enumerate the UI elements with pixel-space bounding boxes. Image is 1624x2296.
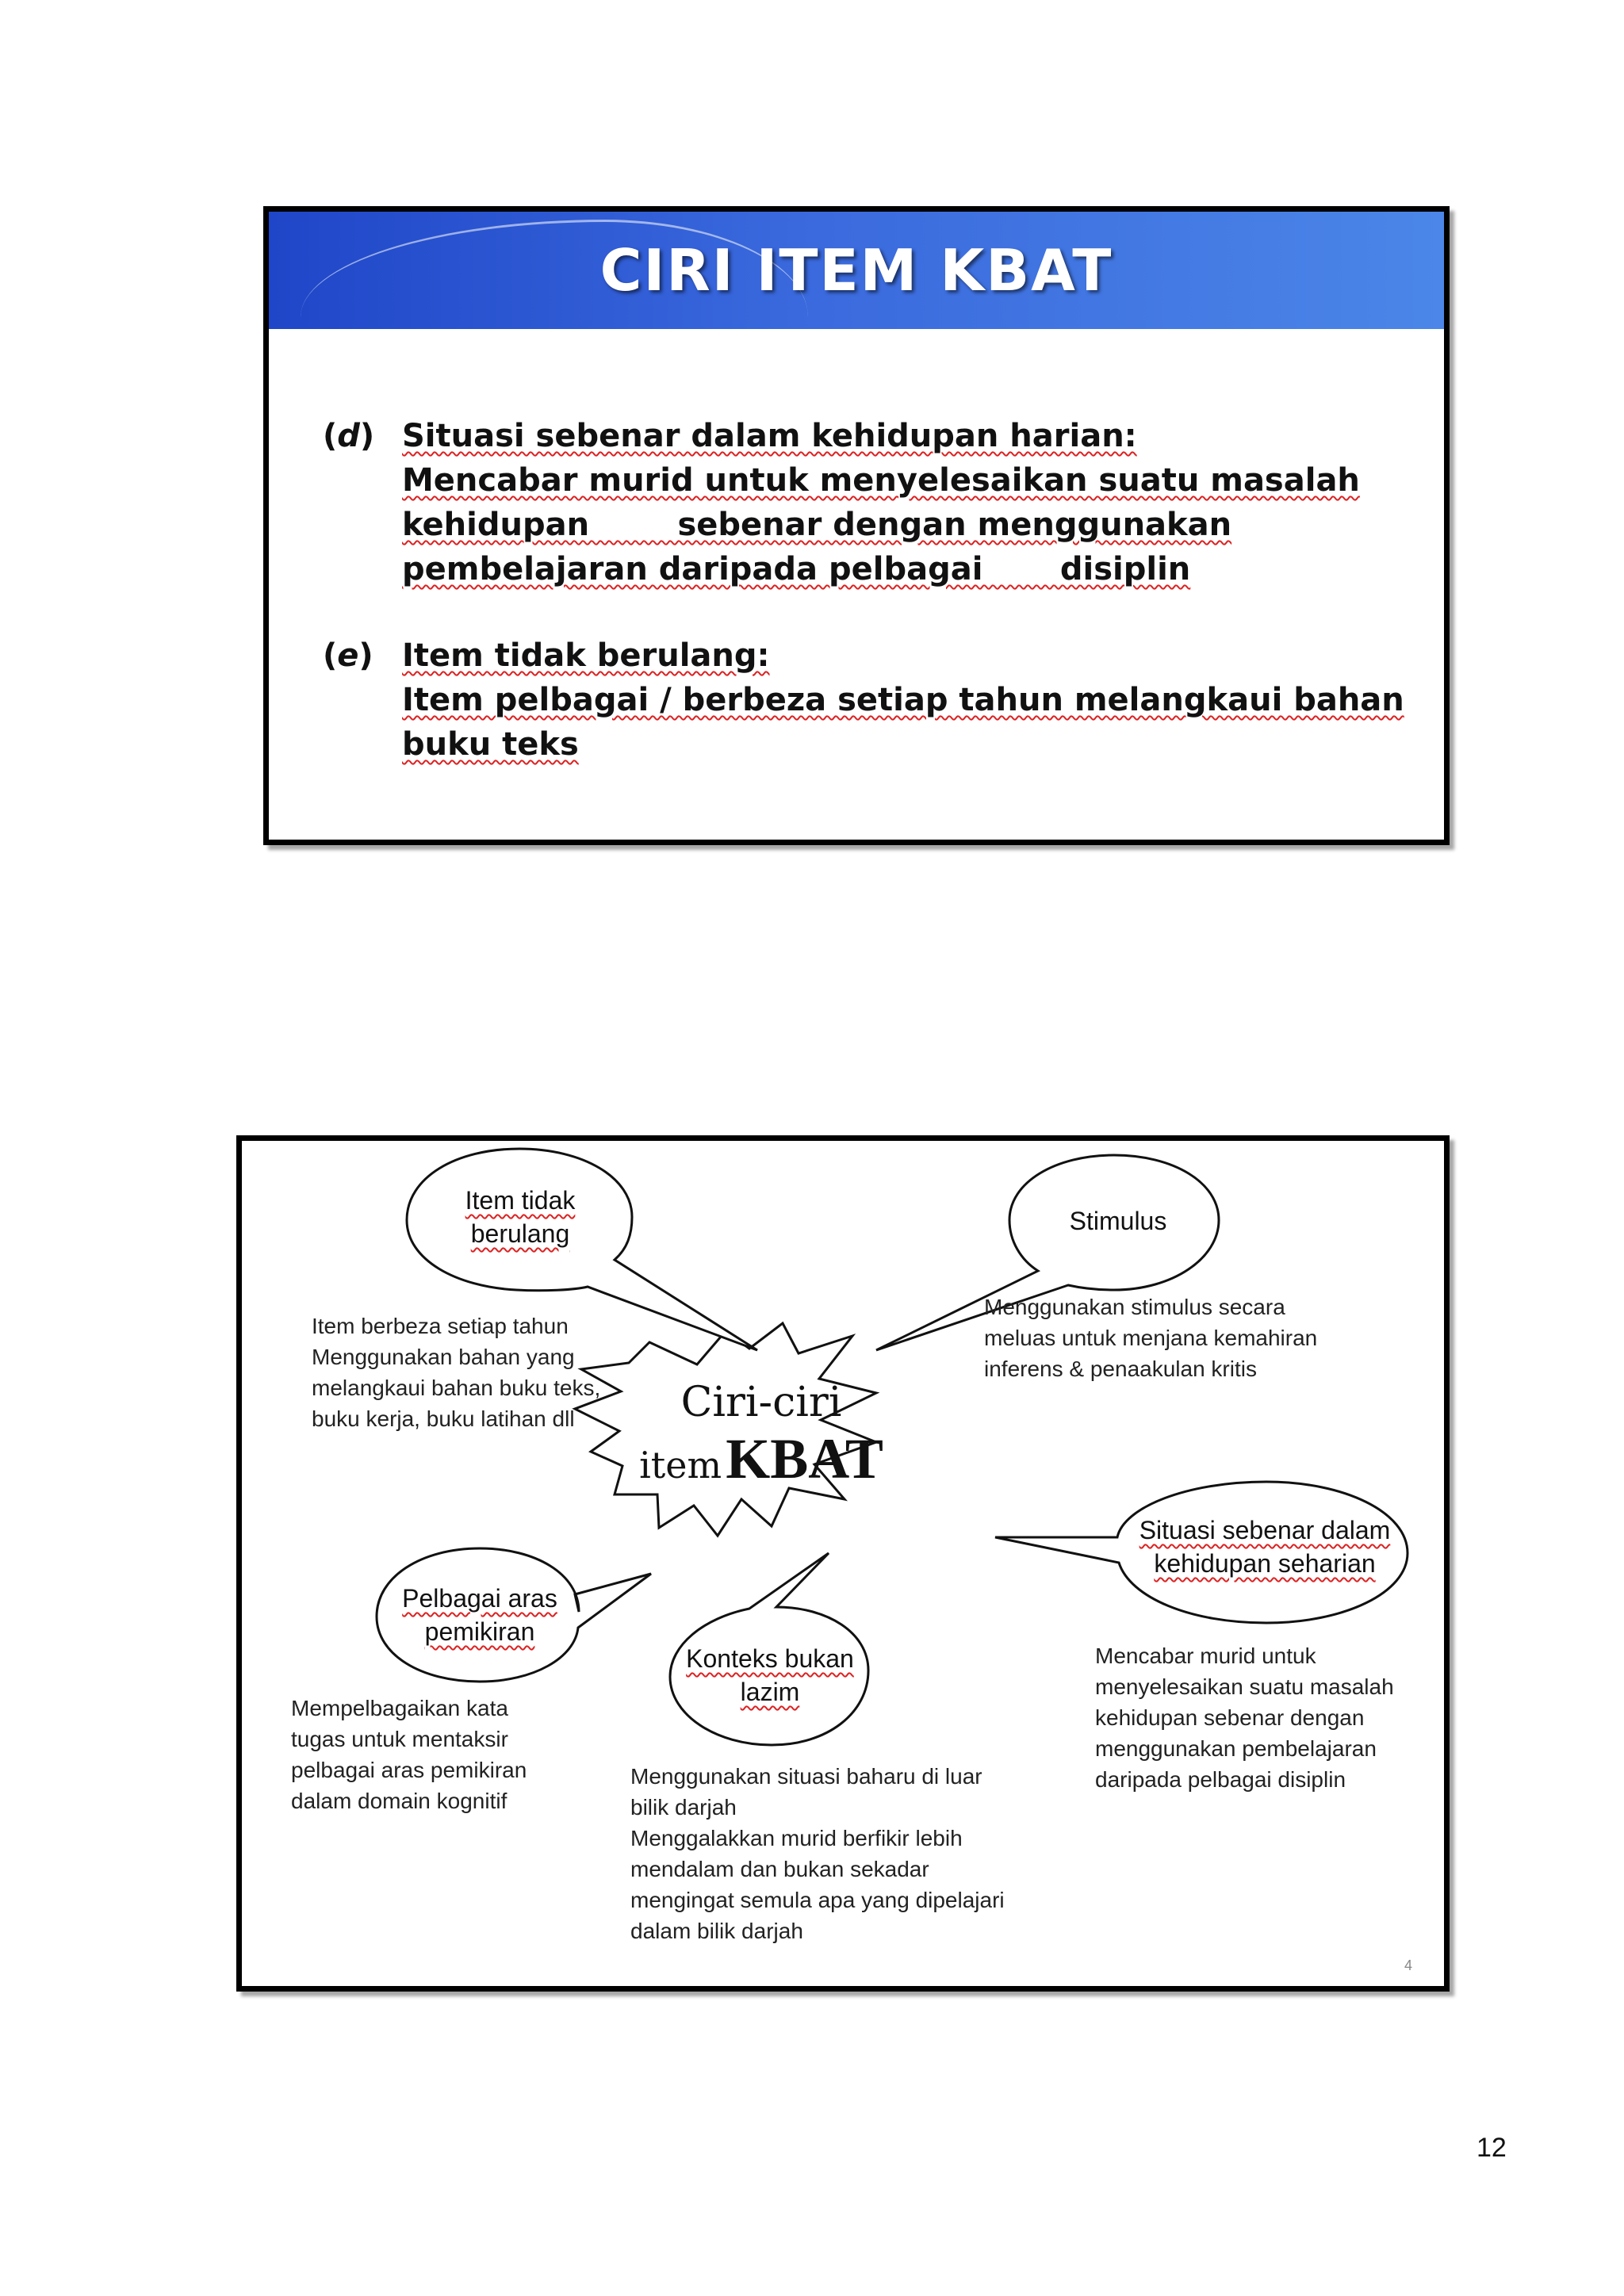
description-situasi-sebenar: Mencabar murid untuk menyelesaikan suatu masalah kehidupan sebenar dengan menggunakan pembelajaran daripada pelbagai disiplin <box>1095 1644 1394 1792</box>
criterion-line: pembelajaran daripada pelbagai disiplin <box>402 551 1191 587</box>
criterion-line: Item pelbagai / berbeza setiap tahun melangkaui bahan <box>402 682 1404 718</box>
slide-title-banner <box>269 212 1444 329</box>
center-title-line2 <box>622 1426 900 1492</box>
slide-ciri-item-kbat <box>263 206 1450 845</box>
criterion-line: Mencabar murid untuk menyelesaikan suatu masalah <box>402 462 1360 499</box>
description-stimulus: Menggunakan stimulus secara meluas untuk menjana kemahiran inferens & penaakulan kritis <box>984 1295 1318 1381</box>
bubble-label-pelbagai-aras: Pelbagai aras pemikiran <box>402 1584 557 1646</box>
criterion-marker: (e) <box>323 637 373 674</box>
center-title-line1: Ciri-ciri <box>680 1379 842 1426</box>
bubble-label-situasi-sebenar: Situasi sebenar dalam kehidupan seharian <box>1139 1516 1391 1578</box>
slide-title: CIRI ITEM KBAT <box>599 237 1113 304</box>
criterion-marker: (d) <box>323 418 375 454</box>
slide-number: 4 <box>1404 1957 1413 1973</box>
criterion-heading: Item tidak berulang: <box>402 637 770 674</box>
description-pelbagai-aras: Mempelbagaikan kata tugas untuk mentaksir pelbagai aras pemikiran dalam domain kognitif <box>291 1696 527 1813</box>
description-konteks-bukan-lazim: Menggunakan situasi baharu di luar bilik darjah Menggalakkan murid berfikir lebih mendalam dan bukan sekadar mengingat semula apa yang dipelajari dalam bilik darjah <box>630 1764 1005 1943</box>
bubble-label-konteks-bukan-lazim: Konteks bukan lazim <box>686 1644 854 1706</box>
bubble-label-item-tidak-berulang: Item tidak berulang <box>465 1186 576 1248</box>
description-item-tidak-berulang: Item berbeza setiap tahun Menggunakan bahan yang melangkaui bahan buku teks, buku kerja, buku latihan dll <box>312 1314 601 1431</box>
slide-ciri-ciri-diagram <box>236 1135 1450 1992</box>
bubble-label-stimulus: Stimulus <box>1069 1207 1167 1235</box>
criterion-line: kehidupan sebenar dengan menggunakan <box>402 507 1232 543</box>
criterion-line: buku teks <box>402 726 579 763</box>
center-title-kbat: KBAT <box>726 1427 883 1490</box>
criterion-heading: Situasi sebenar dalam kehidupan harian: <box>402 418 1137 454</box>
page-number: 12 <box>1477 2133 1507 2163</box>
center-title-item: item <box>639 1444 722 1487</box>
